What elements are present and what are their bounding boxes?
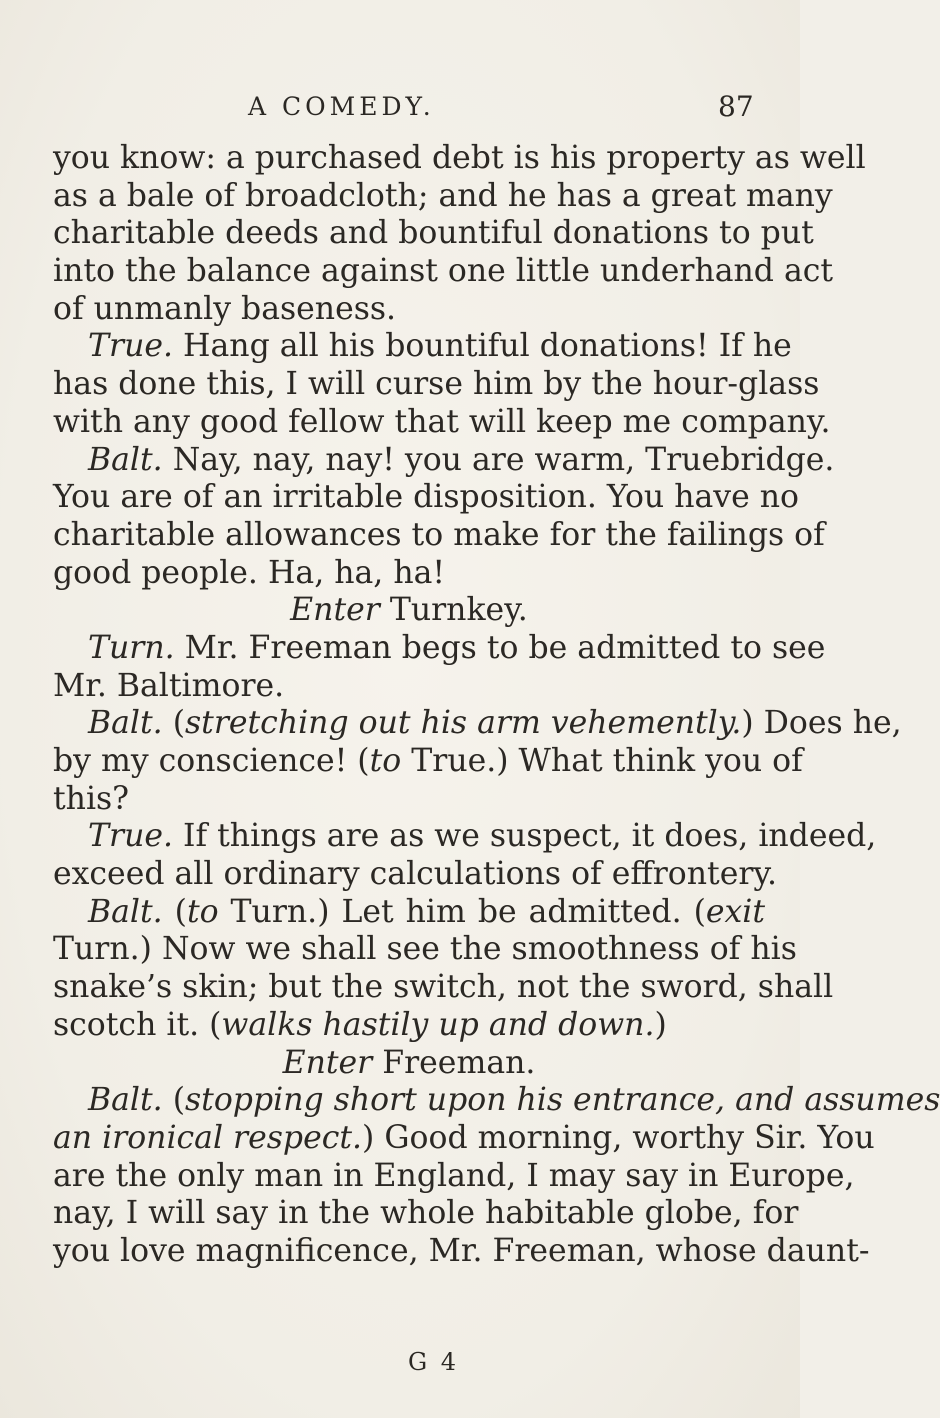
text-segment: (: [162, 705, 185, 742]
text-line: [53, 743, 803, 781]
signature-mark: G 4: [408, 1348, 460, 1376]
text-segment: Mr. Baltimore.: [53, 667, 285, 704]
text-segment: Hang all his bountiful donations! If he: [173, 328, 792, 365]
text-segment: you know: a purchased debt is his property as well: [53, 140, 866, 176]
text-line: [53, 140, 866, 178]
text-line: [53, 291, 765, 329]
text-line: [53, 1082, 940, 1120]
stage-direction: an ironical respect.: [53, 1119, 363, 1156]
text-line: [53, 592, 765, 630]
stage-direction: to: [186, 893, 219, 930]
text-line: [53, 818, 877, 856]
text-line: [53, 555, 765, 593]
text-segment: has done this, I will curse him by the hour-glass: [53, 366, 820, 403]
text-line: [53, 366, 820, 404]
speaker-name: Balt.: [88, 1082, 163, 1119]
speaker-name: Turn.: [88, 629, 175, 666]
text-segment: (: [162, 1082, 185, 1119]
text-segment: Freeman.: [372, 1044, 536, 1081]
speaker-name: Balt.: [88, 441, 163, 478]
text-segment: exceed all ordinary calculations of effrontery.: [53, 856, 778, 893]
text-line: [53, 856, 778, 894]
text-line: [53, 1195, 799, 1233]
speaker-name: True.: [88, 328, 174, 365]
text-segment: scotch it. (: [53, 1006, 222, 1043]
text-segment: (: [162, 893, 187, 930]
text-segment: with any good fellow that will keep me company.: [53, 403, 831, 440]
stage-direction: walks hastily up and down.: [221, 1006, 655, 1043]
stage-direction: stopping short upon his entrance, and assumes: [185, 1082, 940, 1119]
text-segment: as a bale of broadcloth; and he has a great many: [53, 177, 833, 214]
text-segment: Turn.) Now we shall see the smoothness of his: [53, 931, 797, 968]
text-line: [53, 781, 765, 819]
speaker-name: Balt.: [88, 893, 163, 930]
text-segment: charitable allowances to make for the failings of: [53, 516, 825, 553]
text-line: [53, 441, 835, 480]
text-line: [53, 1119, 875, 1158]
text-segment: charitable deeds and bountiful donations to put: [53, 215, 814, 252]
text-segment: If things are as we suspect, it does, indeed,: [173, 818, 877, 855]
stage-direction: Enter: [290, 592, 380, 629]
text-line: [53, 215, 814, 253]
text-segment: Nay, nay, nay! you are warm, Truebridge.: [162, 441, 835, 478]
text-line: [53, 1157, 855, 1196]
text-segment: Turn.) Let him be admitted. (: [218, 893, 706, 930]
text-segment: into the balance against one little underhand act: [53, 253, 834, 290]
page-number: 87: [718, 90, 754, 123]
text-segment: ) Good morning, worthy Sir. You: [362, 1119, 875, 1156]
text-line: [53, 894, 765, 932]
text-line: [53, 969, 834, 1007]
text-line: [53, 328, 792, 366]
text-line: [53, 177, 833, 216]
text-segment: of unmanly baseness.: [53, 290, 397, 327]
stage-direction: stretching out his arm vehemently.: [185, 705, 742, 742]
text-line: [53, 629, 826, 668]
body-text: [53, 140, 940, 1271]
page-header: [0, 90, 800, 130]
text-segment: snake’s skin; but the switch, not the sword, shall: [53, 969, 834, 1006]
text-segment: Mr. Freeman begs to be admitted to see: [174, 629, 826, 666]
text-segment: this?: [53, 780, 130, 817]
text-segment: good people. Ha, ha, ha!: [53, 554, 446, 591]
text-line: [53, 668, 765, 706]
speaker-name: Balt.: [88, 705, 163, 742]
stage-direction: Enter: [282, 1044, 373, 1081]
running-head: A COMEDY.: [248, 92, 435, 121]
text-segment: by my conscience! (: [53, 743, 370, 779]
text-line: [53, 253, 834, 291]
stage-direction: to: [369, 743, 402, 779]
text-segment: True.) What think you of: [401, 743, 803, 779]
text-segment: are the only man in England, I may say in Europe,: [53, 1157, 855, 1194]
text-line: [53, 931, 797, 969]
text-line: [53, 1232, 870, 1271]
text-line: [53, 705, 902, 743]
speaker-name: True.: [88, 818, 174, 855]
text-segment: you love magnificence, Mr. Freeman, whose daunt-: [53, 1232, 870, 1269]
text-segment: You are of an irritable disposition. You have no: [53, 479, 800, 516]
text-line: [53, 1007, 765, 1045]
text-segment: Turnkey.: [379, 592, 528, 629]
text-segment: ) Does he,: [741, 705, 902, 742]
text-line: [53, 516, 825, 555]
text-line: [53, 479, 800, 517]
text-line: [53, 403, 831, 442]
text-segment: ): [654, 1006, 667, 1043]
text-segment: nay, I will say in the whole habitable globe, for: [53, 1195, 799, 1232]
stage-direction: exit: [705, 893, 766, 930]
text-line: [53, 1045, 765, 1083]
